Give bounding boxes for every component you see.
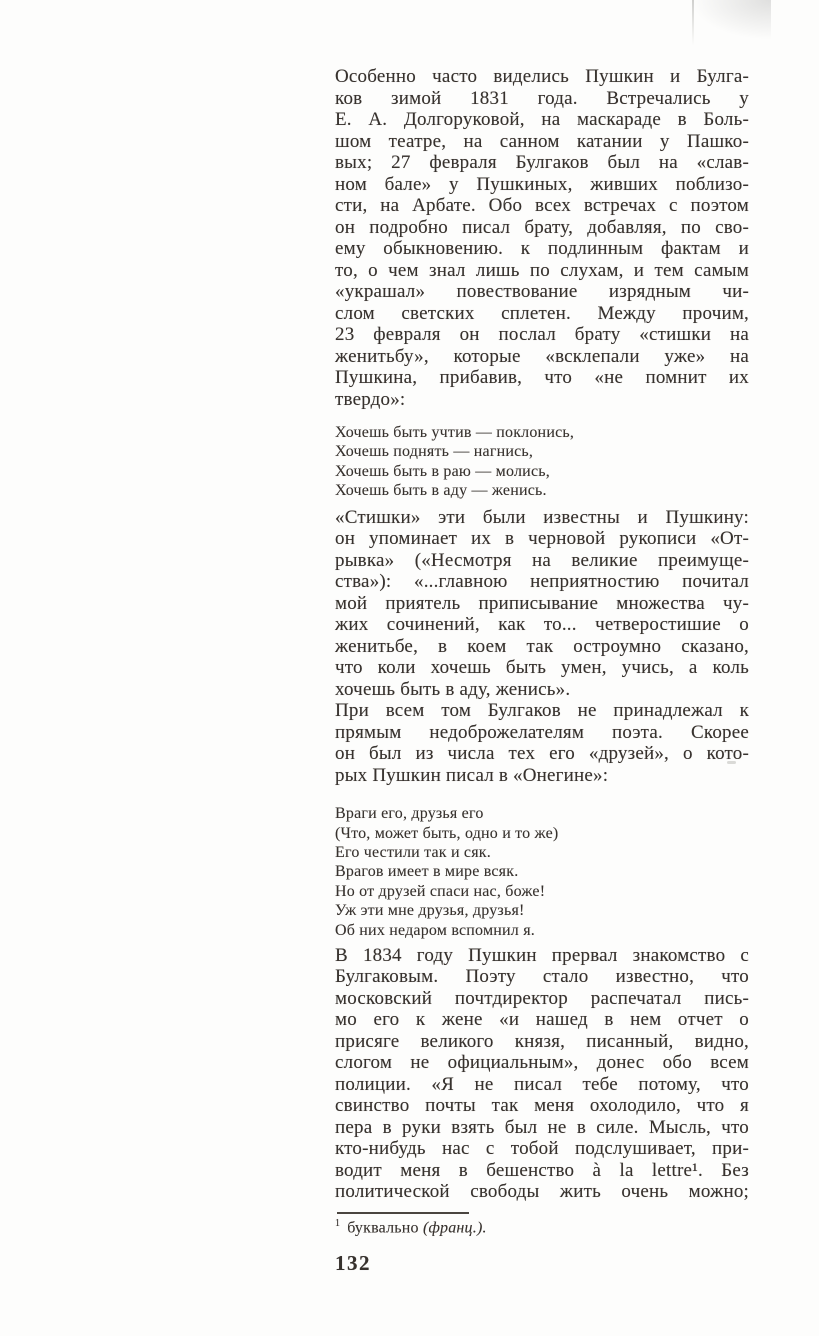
para-line: полиции. «Я не писал тебе потому, что — [335, 1073, 749, 1095]
verse-line: Хочешь быть в аду — женись. — [335, 482, 547, 500]
page-number: 132 — [335, 1251, 371, 1276]
verse-line: Об них недаром вспомнил я. — [335, 921, 535, 939]
para-line: «украшал» повествование изрядным чи- — [335, 281, 749, 302]
para-line: Е. А. Долгоруковой, на маскараде в Боль- — [335, 109, 749, 130]
blocks-container — [335, 66, 749, 1203]
para-line: шом театре, на санном катании у Пашко- — [335, 130, 749, 152]
para-line: Пушкина, прибавив, что «не помнит их — [335, 367, 749, 388]
text-column — [335, 66, 749, 1276]
verse2 — [335, 804, 749, 940]
para-line: рых Пушкин писал в «Онегине»: — [335, 764, 609, 786]
para-line: водит меня в бешенство à la lettre¹. Без — [335, 1159, 749, 1181]
footnote-language-note: (франц.). — [422, 1219, 487, 1237]
para-line: политической свободы жить очень можно; — [335, 1181, 749, 1203]
verse-line: Хочешь поднять — нагнись, — [335, 443, 534, 461]
para-line: «Стишки» эти были известны и Пушкину: — [335, 506, 749, 528]
para-line: В 1834 году Пушкин прервал знакомство с — [335, 944, 749, 966]
para-line: он был из числа тех его «друзей», о кото- — [335, 743, 749, 765]
para-line: твердо»: — [335, 388, 406, 410]
para-line: жих сочинений, как то... четверостишие о — [335, 614, 749, 636]
para-line: хочешь быть в аду, женись». — [335, 678, 571, 700]
para-line: ков зимой 1831 года. Встречались у — [335, 87, 749, 109]
footnote-divider — [337, 1212, 469, 1214]
verse-line: Уж эти мне друзья, друзья! — [335, 902, 525, 920]
verse-line: Но от друзей спаси нас, боже! — [335, 882, 546, 900]
para-line: он упоминает их в черновой рукописи «От- — [335, 528, 749, 550]
para-line: московский почтдиректор распечатал пись- — [335, 987, 749, 1009]
para-line: он подробно писал брату, добавляя, по сво- — [335, 216, 749, 238]
para2 — [335, 507, 749, 701]
verse-line: Хочешь быть учтив — поклонись, — [335, 424, 575, 441]
para-line: 23 февраля он послал брату «стишки на — [335, 324, 749, 345]
para-line: слом светских сплетен. Между прочим, — [335, 302, 749, 324]
para-line: ном бале» у Пушкиных, живших поблизо- — [335, 173, 749, 195]
para-line: пера в руки взять был не в силе. Мысль, что — [335, 1116, 749, 1138]
para-line: что коли хочешь быть умен, учись, а коль — [335, 657, 749, 679]
para-line: При всем том Булгаков не принадлежал к — [335, 700, 749, 722]
scan-edge-artifact — [692, 0, 694, 46]
verse1 — [335, 423, 749, 501]
para-line: то, о чем знал лишь по слухам, и тем самым — [335, 259, 749, 281]
para-line: ства»): «...главною неприятностию почитал — [335, 571, 749, 593]
para1 — [335, 66, 749, 410]
para-line: ему обыкновению. к подлинным фактам и — [335, 238, 749, 259]
para-line: присяге великого князя, писанный, видно, — [335, 1030, 749, 1052]
para-line: женитьбе, в коем так остроумно сказано, — [335, 635, 749, 657]
para4 — [335, 945, 749, 1203]
verse-line: (Что, может быть, одно и то же) — [335, 824, 559, 842]
verse-line: Хочешь быть в раю — молись, — [335, 462, 550, 480]
para3 — [335, 700, 749, 786]
para-line: слогом не официальным», донес обо всем — [335, 1052, 749, 1074]
scan-corner-shadow — [691, 0, 771, 40]
verse-line: Его честили так и сяк. — [335, 843, 491, 861]
para-line: мо его к жене «и нашед в нем отчет о — [335, 1009, 749, 1031]
para-line: мой приятель приписывание множества чу- — [335, 592, 749, 614]
verse-line: Враги его, друзья его — [335, 805, 484, 823]
para-line: свинство почты так меня охолодило, что я — [335, 1095, 749, 1117]
footnote-text: буквально — [347, 1219, 423, 1237]
verse-line: Врагов имеет в мире всяк. — [335, 863, 519, 881]
para-line: вых; 27 февраля Булгаков был на «слав- — [335, 152, 749, 173]
para-line: сти, на Арбате. Обо всех встречах с поэтом — [335, 195, 749, 216]
para-line: Булгаковым. Поэту стало известно, что — [335, 966, 749, 988]
para-line: рывка» («Несмотря на великие преимуще- — [335, 549, 749, 571]
footnote-marker: 1 — [335, 1217, 341, 1229]
footnote — [335, 1218, 749, 1237]
para-line: кто-нибудь нас с тобой подслушивает, при- — [335, 1138, 749, 1160]
para-line: прямым недоброжелателям поэта. Скорее — [335, 721, 749, 743]
para-line: женитьбу», которые «всклепали уже» на — [335, 345, 749, 367]
para-line: Особенно часто виделись Пушкин и Булга- — [335, 66, 749, 87]
